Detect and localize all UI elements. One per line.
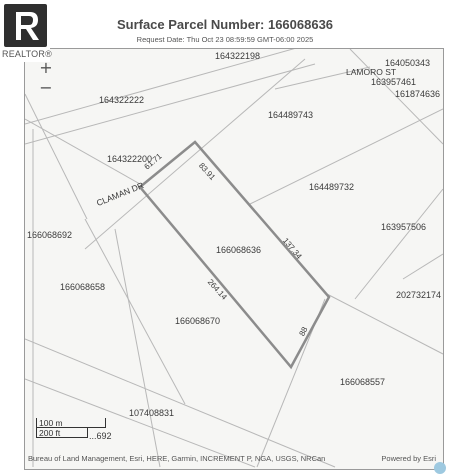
realtor-logo[interactable] xyxy=(0,0,50,62)
parcel-label: ...692 xyxy=(89,431,112,441)
report-title: Surface Parcel Number: 166068636 xyxy=(116,17,334,32)
map-attribution: Bureau of Land Management, Esri, HERE, Garmin, INCREMENT P, NGA, USGS, NRCan xyxy=(28,454,326,463)
edge-label: 137.34 xyxy=(280,236,304,261)
edge-label: 264.14 xyxy=(205,277,229,302)
zoom-in-button[interactable]: + xyxy=(39,58,53,77)
parcel-label: 164322200 xyxy=(107,154,153,164)
zoom-out-button[interactable]: − xyxy=(39,78,53,97)
parcel-label: 202732174 xyxy=(396,290,442,300)
realtor-r-icon xyxy=(4,4,47,47)
parcel-label: 161874636 xyxy=(395,89,441,99)
scale-imperial: 200 ft xyxy=(36,428,88,438)
parcel-label: 164322198 xyxy=(215,51,261,61)
subject-parcel-label: 166068636 xyxy=(216,245,262,255)
parcel-label: 164489732 xyxy=(309,182,355,192)
parcel-label: 164322222 xyxy=(99,95,145,105)
parcel-label: 164489743 xyxy=(268,110,314,120)
edge-label: 83.91 xyxy=(196,161,218,182)
corner-badge-icon xyxy=(434,462,446,474)
map-canvas[interactable] xyxy=(24,48,444,470)
parcel-label: 163957461 xyxy=(371,77,417,87)
realtor-wordmark: REALTOR® xyxy=(2,49,52,59)
parcel-label: 166068658 xyxy=(60,282,106,292)
scale-metric: 100 m xyxy=(36,418,106,428)
edge-label: 88 xyxy=(297,325,310,338)
street-label: LAMORO ST xyxy=(346,67,397,77)
parcel-label: 166068692 xyxy=(27,230,73,240)
parcel-label: 163957506 xyxy=(381,222,427,232)
parcel-lines xyxy=(25,49,443,469)
scale-bar xyxy=(36,418,106,438)
parcel-label: 164050343 xyxy=(385,58,431,68)
edge-label: 61.71 xyxy=(142,151,164,172)
request-date: Request Date: Thu Oct 23 08:59:59 GMT-06:00 2025 xyxy=(136,35,314,44)
parcel-label: 107408831 xyxy=(129,408,175,418)
parcel-label: 166068670 xyxy=(175,316,221,326)
street-label: CLAMAN DR xyxy=(94,179,146,209)
powered-by-esri[interactable]: Powered by Esri xyxy=(381,454,436,463)
parcel-label: 166068557 xyxy=(340,377,386,387)
